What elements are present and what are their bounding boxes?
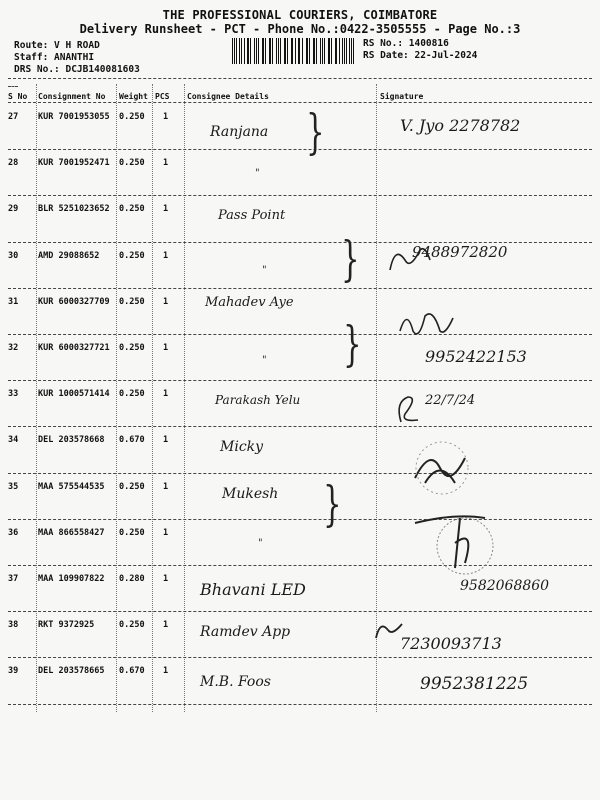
header-rule-top bbox=[8, 78, 592, 79]
barcode-bar bbox=[239, 38, 240, 64]
barcode-bar bbox=[349, 38, 350, 64]
row-sno: 31 bbox=[8, 296, 19, 307]
handwritten-brace: } bbox=[341, 231, 360, 287]
row-consignment-no: KUR 6000327721 bbox=[38, 343, 110, 353]
handwritten-brace: } bbox=[323, 476, 342, 532]
row-pcs: 1 bbox=[163, 435, 169, 446]
row-sno: 36 bbox=[8, 527, 19, 538]
row-signature-handwritten: 9952422153 bbox=[425, 347, 527, 366]
row-pcs: 1 bbox=[163, 112, 169, 122]
row-sno: 34 bbox=[8, 435, 19, 446]
row-sno: 27 bbox=[8, 112, 19, 122]
row-sno: 32 bbox=[8, 343, 19, 353]
handwritten-brace: } bbox=[306, 104, 325, 160]
row-consignment-no: KUR 7001952471 bbox=[38, 158, 110, 169]
row-consignment-no: RKT 9372925 bbox=[38, 620, 95, 631]
row-weight: 0.250 bbox=[119, 158, 145, 169]
row-sno: 39 bbox=[8, 666, 19, 677]
row-signature-handwritten: 9488972820 bbox=[412, 242, 508, 261]
row-sno: 33 bbox=[8, 389, 19, 400]
row-consignment-no: AMD 29088652 bbox=[38, 250, 100, 261]
row-weight: 0.280 bbox=[119, 574, 145, 584]
row-consignment-no: MAA 575544535 bbox=[38, 481, 105, 492]
row-consignment-no: DEL 203578665 bbox=[38, 666, 105, 677]
barcode-bar bbox=[292, 38, 293, 64]
runsheet-subtitle: Delivery Runsheet - PCT - Phone No.:0422-3505555 - Page No.:3 bbox=[79, 22, 521, 36]
table-row bbox=[8, 243, 592, 289]
company-title: THE PROFESSIONAL COURIERS, COIMBATORE bbox=[162, 8, 438, 22]
row-consignee-handwritten: Bhavani LED bbox=[200, 580, 306, 599]
table-row bbox=[8, 612, 592, 658]
rs-date: RS Date: 22-Jul-2024 bbox=[363, 50, 478, 61]
staff-label: Staff: ANANTHI bbox=[14, 52, 95, 63]
barcode-bar bbox=[336, 38, 337, 64]
row-weight: 0.670 bbox=[119, 435, 145, 446]
barcode-bar bbox=[265, 38, 266, 64]
row-consignee-handwritten: Pass Point bbox=[218, 208, 286, 224]
ditto-mark: " bbox=[258, 537, 263, 549]
row-sno: 29 bbox=[8, 204, 19, 215]
row-sno: 37 bbox=[8, 574, 19, 584]
col-header-signature: Signature bbox=[380, 92, 424, 101]
row-consignee-handwritten: Ramdev App bbox=[200, 624, 291, 641]
row-weight: 0.670 bbox=[119, 666, 145, 677]
table-row bbox=[8, 335, 592, 381]
barcode-bar bbox=[342, 38, 343, 64]
ditto-mark: " bbox=[255, 168, 260, 180]
row-weight: 0.250 bbox=[119, 250, 145, 261]
row-pcs: 1 bbox=[163, 343, 169, 353]
row-consignment-no: KUR 6000327709 bbox=[38, 296, 110, 307]
row-consignee-handwritten: M.B. Foos bbox=[200, 674, 271, 691]
row-weight: 0.250 bbox=[119, 389, 145, 400]
row-pcs: 1 bbox=[163, 250, 169, 261]
barcode-image bbox=[232, 38, 357, 64]
row-consignment-no: BLR 5251023652 bbox=[38, 204, 110, 215]
ink-signature-stamp bbox=[405, 508, 505, 578]
ink-signature-scribble bbox=[372, 618, 408, 642]
row-weight: 0.250 bbox=[119, 343, 145, 353]
row-sno: 38 bbox=[8, 620, 19, 631]
drs-number: DRS No.: DCJB140081603 bbox=[14, 64, 140, 75]
row-pcs: 1 bbox=[163, 204, 169, 215]
row-sno: 30 bbox=[8, 250, 19, 261]
row-signature-handwritten: 9952381225 bbox=[420, 674, 529, 695]
table-row bbox=[8, 150, 592, 196]
row-weight: 0.250 bbox=[119, 296, 145, 307]
row-pcs: 1 bbox=[163, 574, 169, 584]
row-pcs: 1 bbox=[163, 158, 169, 169]
barcode-bar bbox=[250, 38, 251, 64]
header-rule-stub bbox=[8, 86, 18, 87]
barcode-bar bbox=[353, 38, 354, 64]
barcode-bar bbox=[258, 38, 259, 64]
barcode-bar bbox=[232, 38, 233, 64]
barcode-bar bbox=[324, 38, 325, 64]
ink-signature-scribble bbox=[395, 306, 455, 346]
row-signature-handwritten: V. Jyo 2278782 bbox=[400, 116, 521, 135]
row-consignee-handwritten: Mukesh bbox=[222, 485, 279, 502]
row-pcs: 1 bbox=[163, 296, 169, 307]
barcode-bar bbox=[299, 38, 300, 64]
barcode-bar bbox=[316, 38, 317, 64]
row-weight: 0.250 bbox=[119, 112, 145, 122]
col-header-consignment: Consignment No bbox=[38, 92, 106, 101]
barcode-bar bbox=[241, 38, 242, 64]
row-consignee-handwritten: Mahadev Aye bbox=[205, 294, 294, 310]
route-label: Route: V H ROAD bbox=[14, 40, 100, 51]
table-row bbox=[8, 381, 592, 427]
handwritten-brace: } bbox=[343, 316, 362, 372]
row-pcs: 1 bbox=[163, 389, 169, 400]
row-sno: 28 bbox=[8, 158, 19, 169]
row-consignee-handwritten: Ranjana bbox=[210, 124, 269, 140]
col-header-sno: S No bbox=[8, 92, 28, 101]
barcode-bar bbox=[302, 38, 303, 64]
row-weight: 0.250 bbox=[119, 527, 145, 538]
row-pcs: 1 bbox=[163, 481, 169, 492]
col-header-weight: Weight bbox=[119, 92, 148, 101]
row-weight: 0.250 bbox=[119, 204, 145, 215]
rs-number: RS No.: 1400816 bbox=[363, 38, 449, 49]
table-row bbox=[8, 289, 592, 335]
row-sno: 35 bbox=[8, 481, 19, 492]
table-row bbox=[8, 196, 592, 242]
row-consignee-handwritten: Parakash Yelu bbox=[215, 393, 301, 408]
row-pcs: 1 bbox=[163, 527, 169, 538]
ditto-mark: " bbox=[262, 355, 267, 366]
row-separator bbox=[8, 704, 592, 705]
row-consignment-no: MAA 109907822 bbox=[38, 574, 105, 584]
barcode-bar bbox=[335, 38, 336, 64]
barcode-bar bbox=[276, 38, 277, 64]
barcode-bar bbox=[287, 38, 288, 64]
ink-signature-scribble bbox=[393, 392, 423, 428]
ink-signature-scribble bbox=[385, 240, 435, 280]
row-consignment-no: KUR 7001953055 bbox=[38, 112, 110, 122]
ink-signature-scribble bbox=[410, 438, 470, 498]
row-consignee-handwritten: Micky bbox=[220, 439, 264, 456]
row-signature-handwritten: 22/7/24 bbox=[425, 393, 476, 409]
barcode-bar bbox=[320, 38, 321, 64]
col-header-pcs: PCS bbox=[155, 92, 170, 101]
row-signature-handwritten: 9582068860 bbox=[460, 578, 550, 594]
barcode-bar bbox=[254, 38, 255, 64]
col-header-details: Consignee Details bbox=[187, 92, 269, 101]
row-consignment-no: MAA 866558427 bbox=[38, 527, 105, 538]
table-row bbox=[8, 427, 592, 473]
row-weight: 0.250 bbox=[119, 620, 145, 631]
row-pcs: 1 bbox=[163, 666, 169, 677]
barcode-bar bbox=[272, 38, 273, 64]
barcode-bar bbox=[309, 38, 310, 64]
row-weight: 0.250 bbox=[119, 481, 145, 492]
header-rule-bottom bbox=[8, 102, 592, 103]
table-row bbox=[8, 104, 592, 150]
row-consignment-no: KUR 1000571414 bbox=[38, 389, 110, 400]
table-row bbox=[8, 658, 592, 704]
row-pcs: 1 bbox=[163, 620, 169, 631]
barcode-bar bbox=[280, 38, 281, 64]
row-consignment-no: DEL 203578668 bbox=[38, 435, 105, 446]
ditto-mark: " bbox=[262, 264, 267, 276]
row-signature-handwritten: 7230093713 bbox=[400, 634, 502, 654]
